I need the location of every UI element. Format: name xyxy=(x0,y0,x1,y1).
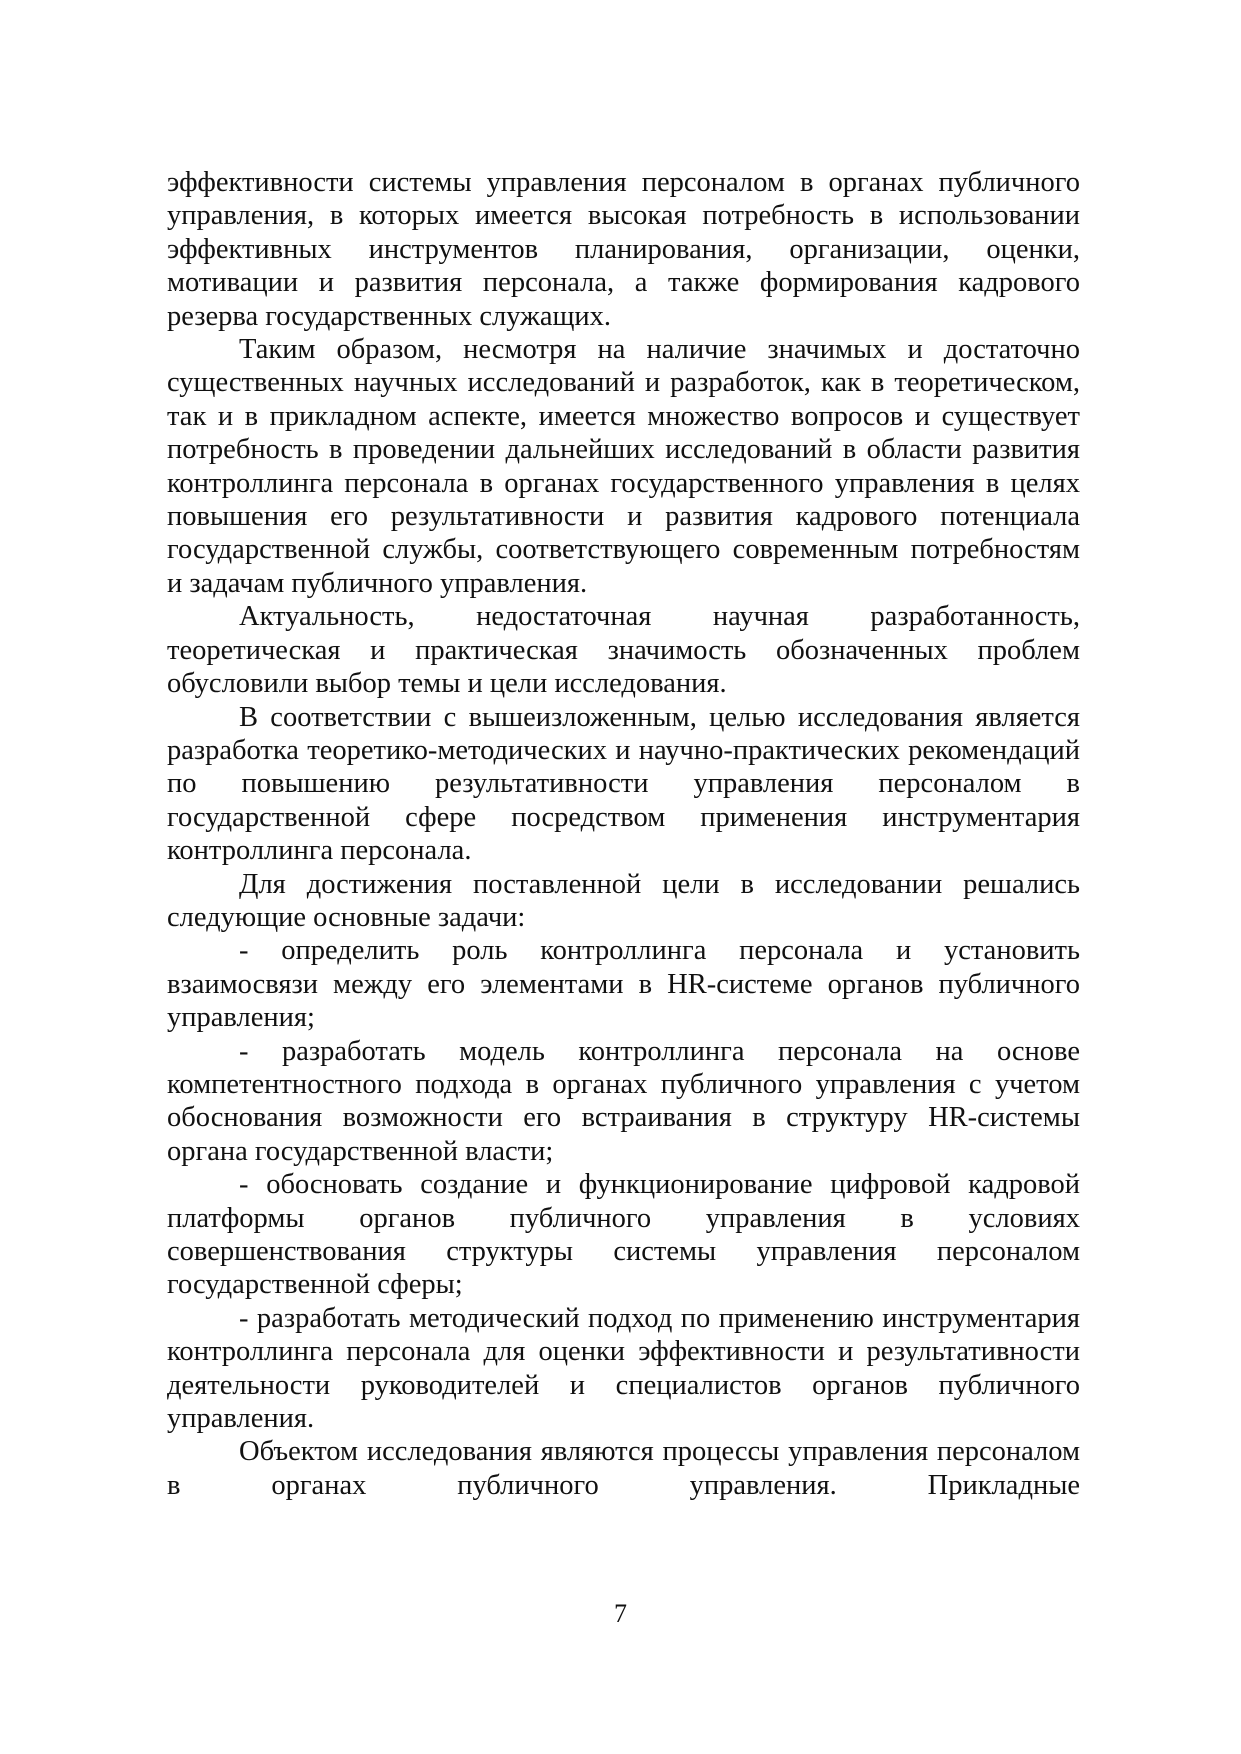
paragraph-research-object: Объектом исследования являются процессы управления персоналом в органах публичного управления. Прикладные xyxy=(167,1436,1080,1501)
paragraph-tasks-intro: Для достижения поставленной цели в исследовании решались следующие основные задачи: xyxy=(167,868,1080,933)
list-item-task-3: - обосновать создание и функционирование цифровой кадровой платформы органов публичного управления в условиях совершенствования структуры системы управления персоналом государственной сферы; xyxy=(167,1169,1080,1301)
list-item-task-1: - определить роль контроллинга персонала и установить взаимосвязи между его элементами в HR-системе органов публичного управления; xyxy=(167,935,1080,1034)
paragraph-research-goal: В соответствии с вышеизложенным, целью исследования является разработка теоретико-методических и научно-практических рекомендаций по повышению результативности управления персоналом в государственной сфере посредством применения инструментария контроллинга персонала. xyxy=(167,701,1080,867)
paragraph-relevance: Актуальность, недостаточная научная разработанность, теоретическая и практическая значимость обозначенных проблем обусловили выбор темы и цели исследования. xyxy=(167,601,1080,700)
page-number: 7 xyxy=(614,1599,627,1628)
body-text xyxy=(167,166,1080,1502)
list-item-task-4: - разработать методический подход по применению инструментария контроллинга персонала для оценки эффективности и результативности деятельности руководителей и специалистов органов публичного управления. xyxy=(167,1302,1080,1435)
paragraph-conclusion: Таким образом, несмотря на наличие значимых и достаточно существенных научных исследований и разработок, как в теоретическом, так и в прикладном аспекте, имеется множество вопросов и существует потребность в проведении дальнейших исследований в области развития контроллинга персонала в органах государственного управления в целях повышения его результативности и развития кадрового потенциала государственной службы, соответствующего современным потребностям и задачам публичного управления. xyxy=(167,334,1080,599)
list-item-task-2: - разработать модель контроллинга персонала на основе компетентностного подхода в органах публичного управления с учетом обоснования возможности его встраивания в структуру HR-системы органа государственной власти; xyxy=(167,1035,1080,1167)
paragraph-continuation: эффективности системы управления персоналом в органах публичного управления, в которых имеется высокая потребность в использовании эффективных инструментов планирования, организации, оценки, мотивации и развития персонала, а также формирования кадрового резерва государственных служащих. xyxy=(167,167,1080,332)
